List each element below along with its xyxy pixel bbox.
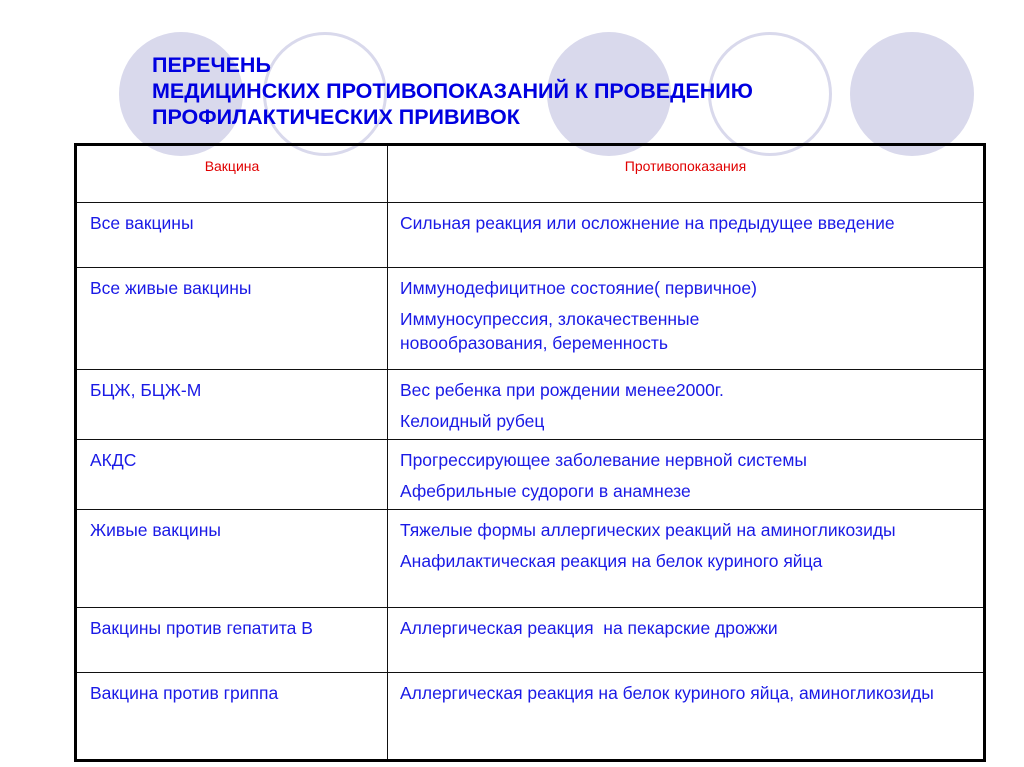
header-vaccine: Вакцина — [76, 145, 388, 203]
table-row — [76, 203, 985, 268]
table-row — [76, 510, 985, 608]
table-row — [76, 370, 985, 440]
vaccine-cell: Все живые вакцины — [90, 278, 252, 298]
vaccine-cell: Вакцины против гепатита В — [90, 618, 313, 638]
contraindication-item: Иммуносупрессия, злокачественные новообразования, беременность — [400, 309, 700, 353]
contraindication-cell — [388, 608, 983, 646]
contraindication-cell — [388, 370, 983, 439]
contraindication-item: Аллергическая реакция на пекарские дрожжи — [400, 618, 778, 638]
header-contraindications: Противопоказания — [388, 145, 985, 203]
contraindication-item: Иммунодефицитное состояние( первичное) — [400, 278, 757, 298]
contraindications-table — [74, 143, 986, 762]
contraindication-item: Тяжелые формы аллергических реакций на аминогликозиды — [400, 520, 896, 540]
contraindication-item: Сильная реакция или осложнение на предыдущее введение — [400, 213, 895, 233]
contraindication-item: Прогрессирующее заболевание нервной системы — [400, 450, 807, 470]
slide-title — [152, 52, 753, 130]
vaccine-cell: Живые вакцины — [90, 520, 221, 540]
contraindication-item: Анафилактическая реакция на белок куриного яйца — [400, 551, 823, 571]
contraindication-cell — [388, 440, 983, 509]
vaccine-cell: Все вакцины — [90, 213, 194, 233]
contraindication-item: Аллергическая реакция на белок куриного яйца, аминогликозиды — [400, 683, 934, 703]
contraindication-cell — [388, 268, 983, 361]
table-header-row — [76, 145, 985, 203]
contraindication-cell — [388, 510, 983, 579]
contraindication-item: Афебрильные судороги в анамнезе — [400, 481, 691, 501]
table-row — [76, 440, 985, 510]
table-row — [76, 268, 985, 370]
contraindication-cell — [388, 673, 983, 711]
contraindication-item: Вес ребенка при рождении менее2000г. — [400, 380, 724, 400]
title-line-1: ПЕРЕЧЕНЬ — [152, 53, 271, 77]
title-line-3: ПРОФИЛАКТИЧЕСКИХ ПРИВИВОК — [152, 105, 520, 129]
table-row — [76, 673, 985, 761]
vaccine-cell: Вакцина против гриппа — [90, 683, 279, 703]
title-line-2: МЕДИЦИНСКИХ ПРОТИВОПОКАЗАНИЙ К ПРОВЕДЕНИЮ — [152, 79, 753, 103]
table-row — [76, 608, 985, 673]
vaccine-cell: БЦЖ, БЦЖ-М — [90, 380, 202, 400]
contraindication-item: Келоидный рубец — [400, 411, 545, 431]
decor-circle-5 — [850, 32, 974, 156]
vaccine-cell: АКДС — [90, 450, 137, 470]
contraindication-cell — [388, 203, 983, 241]
